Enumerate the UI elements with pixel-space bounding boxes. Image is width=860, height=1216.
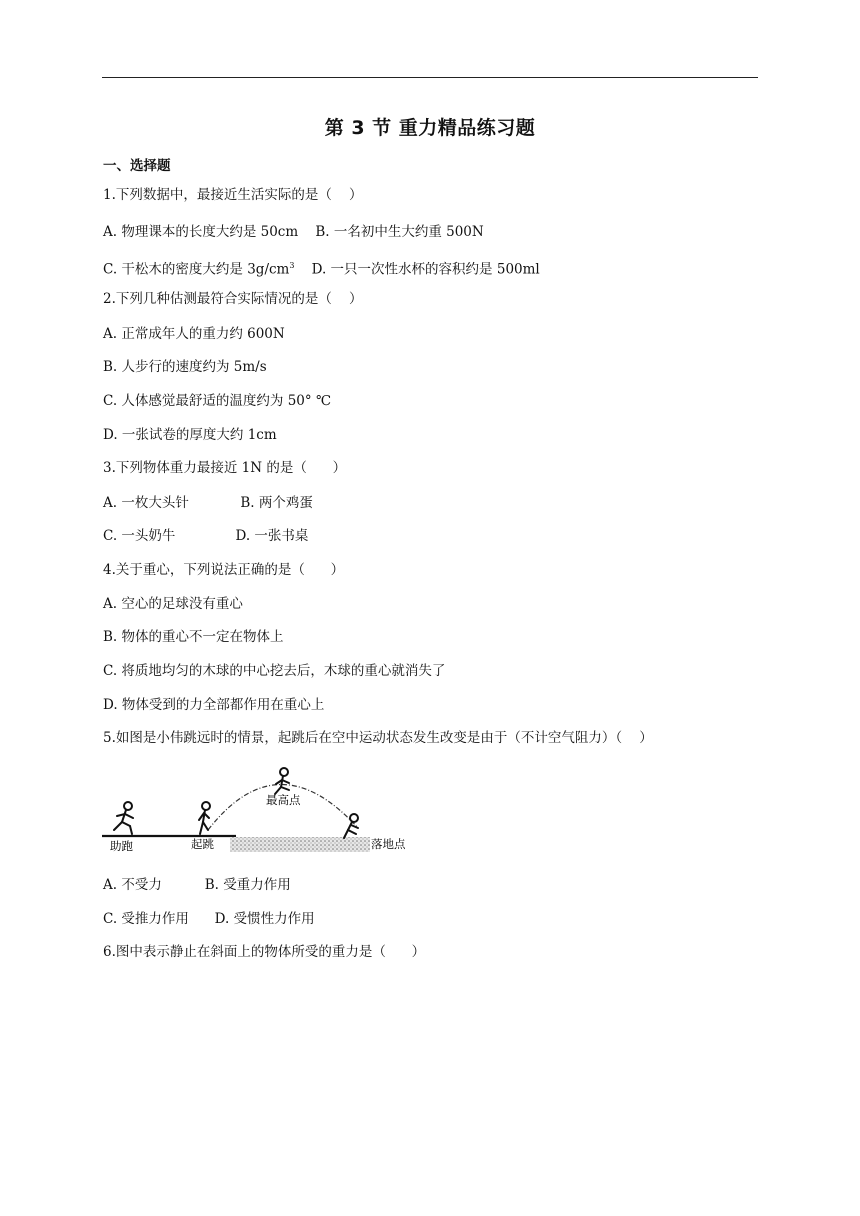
q3-options-cd: C. 一头奶牛 D. 一张书桌 [103, 528, 309, 544]
q5-stem: 5.如图是小伟跳远时的情景，起跳后在空中运动状态发生改变是由于（不计空气阻力）（ ） [103, 730, 653, 746]
label-landing: 落地点 [371, 837, 406, 851]
page-title: 第 3 节 重力精品练习题 [324, 117, 536, 139]
q2-option-c: C. 人体感觉最舒适的温度约为 50° ℃ [103, 393, 332, 409]
q4-option-a: A. 空心的足球没有重心 [103, 596, 243, 612]
q3-options-ab: A. 一枚大头针 B. 两个鸡蛋 [103, 495, 313, 511]
long-jump-figure [100, 760, 430, 860]
q2-option-b: B. 人步行的速度约为 5m/s [103, 359, 267, 375]
q4-option-c: C. 将质地均匀的木球的中心挖去后，木球的重心就消失了 [103, 663, 446, 679]
section-heading: 一、选择题 [103, 158, 171, 174]
q4-stem: 4.关于重心，下列说法正确的是（ ） [103, 562, 345, 578]
superscript: 3 [289, 261, 295, 270]
highest-point-figure [275, 768, 289, 794]
runner-figure [114, 802, 133, 834]
trajectory-arc [208, 784, 358, 830]
q4-option-d: D. 物体受到的力全部都作用在重心上 [103, 697, 325, 713]
q6-stem: 6.图中表示静止在斜面上的物体所受的重力是（ ） [103, 944, 426, 960]
q2-option-a: A. 正常成年人的重力约 600N [103, 326, 285, 342]
q1-options-cd [103, 257, 540, 279]
q5-options-cd: C. 受推力作用 D. 受惯性力作用 [103, 911, 315, 927]
q1-options-ab: A. 物理课本的长度大约是 50cm B. 一名初中生大约重 500N [103, 224, 484, 240]
q1-option-d: D. 一只一次性水杯的容积约是 500ml [294, 261, 540, 278]
label-run: 助跑 [110, 839, 133, 853]
q3-stem: 3.下列物体重力最接近 1N 的是（ ） [103, 460, 347, 476]
q4-option-b: B. 物体的重心不一定在物体上 [103, 629, 284, 645]
q1-option-c: C. 干松木的密度大约是 3g/cm [103, 261, 290, 278]
header-rule [102, 77, 758, 78]
q5-options-ab: A. 不受力 B. 受重力作用 [103, 877, 291, 893]
q2-stem: 2.下列几种估测最符合实际情况的是（ ） [103, 291, 363, 307]
label-jump: 起跳 [191, 837, 214, 851]
sand-pit [230, 837, 370, 852]
q2-option-d: D. 一张试卷的厚度大约 1cm [103, 427, 277, 443]
q1-stem: 1.下列数据中，最接近生活实际的是（ ） [103, 187, 363, 203]
label-highest: 最高点 [266, 793, 301, 807]
takeoff-figure [199, 802, 210, 834]
